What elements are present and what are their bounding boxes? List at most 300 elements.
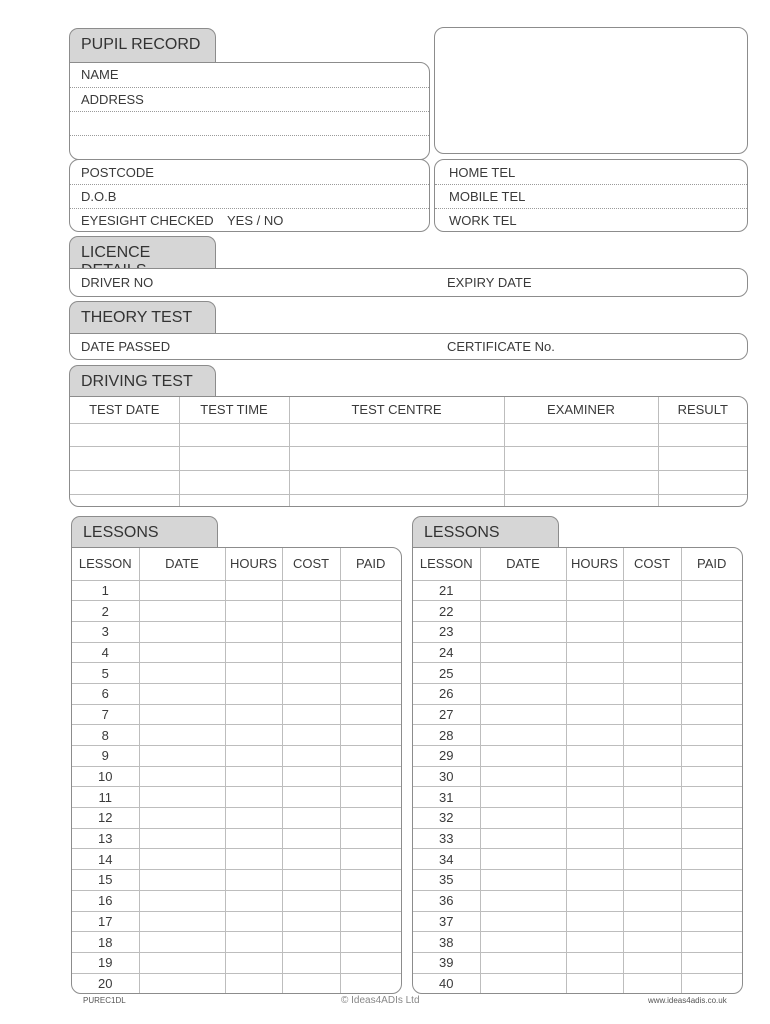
- table-row: [413, 683, 742, 704]
- table-row: [72, 704, 401, 725]
- lesson-cell: [282, 787, 340, 808]
- driving-test-header-row: [70, 397, 747, 423]
- table-row: [72, 580, 401, 601]
- col-lesson: LESSON: [72, 548, 139, 580]
- theory-title: THEORY TEST: [81, 309, 193, 326]
- lesson-number: 30: [413, 766, 480, 787]
- driver-no-label: DRIVER NO: [81, 275, 154, 290]
- footer-website: www.ideas4adis.co.uk: [648, 996, 727, 1005]
- lesson-number: 38: [413, 932, 480, 953]
- col-date: DATE: [480, 548, 566, 580]
- table-row: [72, 601, 401, 622]
- table-row: [72, 683, 401, 704]
- lesson-number: 10: [72, 766, 139, 787]
- lessons-left-rows: [72, 580, 401, 994]
- table-row: [72, 911, 401, 932]
- lesson-cell: [480, 601, 566, 622]
- col-lesson: LESSON: [413, 548, 480, 580]
- lesson-cell: [681, 952, 742, 973]
- mobile-tel-divider: [435, 208, 747, 209]
- lesson-number: 33: [413, 828, 480, 849]
- table-row: [72, 849, 401, 870]
- lessons-right-box: [412, 547, 743, 994]
- lesson-cell: [681, 601, 742, 622]
- lesson-cell: [681, 725, 742, 746]
- lesson-cell: [623, 849, 681, 870]
- table-row: [413, 704, 742, 725]
- lesson-cell: [139, 663, 225, 684]
- lesson-cell: [225, 621, 282, 642]
- postcode-label: POSTCODE: [81, 165, 154, 180]
- lesson-cell: [681, 932, 742, 953]
- lesson-cell: [566, 808, 623, 829]
- lesson-cell: [282, 932, 340, 953]
- lesson-cell: [282, 911, 340, 932]
- lesson-cell: [225, 952, 282, 973]
- lesson-cell: [340, 787, 401, 808]
- licence-box: [69, 268, 748, 297]
- lesson-number: 3: [72, 621, 139, 642]
- lesson-cell: [566, 828, 623, 849]
- lessons-left-header-row: [72, 548, 401, 580]
- lessons-right-table: [413, 548, 742, 994]
- lesson-cell: [139, 683, 225, 704]
- lesson-number: 11: [72, 787, 139, 808]
- lesson-number: 39: [413, 952, 480, 973]
- lesson-cell: [681, 580, 742, 601]
- table-row: [413, 787, 742, 808]
- lesson-cell: [225, 746, 282, 767]
- lesson-cell: [480, 642, 566, 663]
- table-row: [413, 580, 742, 601]
- lesson-cell: [139, 725, 225, 746]
- lesson-number: 37: [413, 911, 480, 932]
- address-label: ADDRESS: [81, 92, 144, 107]
- lesson-cell: [139, 621, 225, 642]
- lesson-cell: [566, 601, 623, 622]
- col-test-centre: TEST CENTRE: [289, 397, 504, 423]
- lesson-cell: [623, 911, 681, 932]
- col-date: DATE: [139, 548, 225, 580]
- lesson-cell: [282, 890, 340, 911]
- home-tel-divider: [435, 184, 747, 185]
- mobile-tel-label: MOBILE TEL: [449, 189, 526, 204]
- lesson-cell: [566, 849, 623, 870]
- photo-box: [434, 27, 748, 154]
- driving-test-tab: [69, 365, 216, 397]
- lesson-cell: [480, 808, 566, 829]
- lesson-cell: [681, 642, 742, 663]
- name-label: NAME: [81, 67, 119, 82]
- lesson-cell: [282, 683, 340, 704]
- table-row: [413, 642, 742, 663]
- expiry-date-label: EXPIRY DATE: [447, 275, 532, 290]
- table-row: [72, 973, 401, 994]
- certificate-label: CERTIFICATE No.: [447, 339, 555, 354]
- table-row: [413, 725, 742, 746]
- lesson-number: 8: [72, 725, 139, 746]
- lessons-right-rows: [413, 580, 742, 994]
- table-row: [413, 973, 742, 994]
- lesson-cell: [139, 828, 225, 849]
- lesson-cell: [340, 601, 401, 622]
- lesson-cell: [566, 704, 623, 725]
- lesson-cell: [480, 725, 566, 746]
- lesson-cell: [480, 704, 566, 725]
- lesson-cell: [225, 828, 282, 849]
- col-paid: PAID: [681, 548, 742, 580]
- lesson-cell: [340, 828, 401, 849]
- lesson-number: 21: [413, 580, 480, 601]
- table-row: [72, 952, 401, 973]
- lesson-cell: [623, 828, 681, 849]
- eyesight-label: EYESIGHT CHECKED: [81, 213, 214, 228]
- lesson-cell: [225, 849, 282, 870]
- lesson-number: 26: [413, 683, 480, 704]
- lesson-cell: [623, 952, 681, 973]
- lessons-right-title: LESSONS: [424, 524, 500, 541]
- col-hours: HOURS: [566, 548, 623, 580]
- name-divider: [70, 87, 429, 88]
- driving-test-table: [70, 397, 747, 506]
- theory-tab: [69, 301, 216, 334]
- lesson-cell: [340, 621, 401, 642]
- col-test-date: TEST DATE: [70, 397, 179, 423]
- table-row: [72, 808, 401, 829]
- table-row: [413, 932, 742, 953]
- lesson-number: 29: [413, 746, 480, 767]
- lessons-left-tab: [71, 516, 218, 548]
- lesson-cell: [139, 911, 225, 932]
- lesson-cell: [681, 621, 742, 642]
- lesson-cell: [340, 683, 401, 704]
- col-paid: PAID: [340, 548, 401, 580]
- lesson-number: 5: [72, 663, 139, 684]
- lesson-number: 34: [413, 849, 480, 870]
- lesson-cell: [566, 932, 623, 953]
- lesson-cell: [623, 683, 681, 704]
- table-row: [72, 828, 401, 849]
- lesson-number: 7: [72, 704, 139, 725]
- footer-code: PUREC1DL: [83, 996, 126, 1005]
- lesson-cell: [282, 746, 340, 767]
- lesson-cell: [282, 704, 340, 725]
- lessons-right-header-row: [413, 548, 742, 580]
- lesson-cell: [282, 973, 340, 994]
- postcode-divider: [70, 184, 429, 185]
- lesson-cell: [480, 663, 566, 684]
- lesson-cell: [139, 580, 225, 601]
- lesson-cell: [480, 849, 566, 870]
- lesson-number: 27: [413, 704, 480, 725]
- driving-test-table-box: [69, 396, 748, 507]
- lesson-cell: [480, 870, 566, 891]
- lesson-number: 25: [413, 663, 480, 684]
- lesson-cell: [566, 973, 623, 994]
- lesson-cell: [282, 663, 340, 684]
- table-row: [413, 911, 742, 932]
- table-row: [72, 642, 401, 663]
- col-cost: COST: [623, 548, 681, 580]
- lesson-cell: [681, 849, 742, 870]
- lesson-cell: [623, 787, 681, 808]
- lesson-cell: [681, 663, 742, 684]
- lesson-cell: [282, 766, 340, 787]
- lesson-number: 32: [413, 808, 480, 829]
- lesson-cell: [681, 787, 742, 808]
- lesson-cell: [566, 911, 623, 932]
- lesson-cell: [566, 952, 623, 973]
- col-cost: COST: [282, 548, 340, 580]
- lesson-cell: [340, 725, 401, 746]
- lesson-cell: [623, 932, 681, 953]
- lesson-cell: [340, 746, 401, 767]
- table-row: [72, 746, 401, 767]
- lesson-cell: [566, 621, 623, 642]
- lesson-cell: [225, 601, 282, 622]
- licence-tab: [69, 236, 216, 269]
- lesson-cell: [623, 973, 681, 994]
- col-examiner: EXAMINER: [504, 397, 658, 423]
- lessons-left-box: [71, 547, 402, 994]
- lesson-cell: [566, 870, 623, 891]
- lesson-cell: [681, 890, 742, 911]
- lesson-cell: [282, 808, 340, 829]
- theory-box: [69, 333, 748, 360]
- lesson-cell: [139, 870, 225, 891]
- table-row: [413, 849, 742, 870]
- lesson-cell: [681, 973, 742, 994]
- lesson-number: 16: [72, 890, 139, 911]
- lesson-cell: [282, 849, 340, 870]
- pupil-record-tab: [69, 28, 216, 63]
- lesson-number: 28: [413, 725, 480, 746]
- lesson-cell: [480, 766, 566, 787]
- lesson-cell: [623, 725, 681, 746]
- lesson-cell: [681, 683, 742, 704]
- address-line-2: [70, 135, 429, 136]
- table-row: [70, 447, 747, 471]
- lesson-cell: [139, 973, 225, 994]
- lesson-cell: [566, 746, 623, 767]
- dob-label: D.O.B: [81, 189, 117, 204]
- lesson-cell: [480, 746, 566, 767]
- lesson-cell: [623, 808, 681, 829]
- lesson-cell: [623, 766, 681, 787]
- lesson-cell: [623, 746, 681, 767]
- lesson-number: 9: [72, 746, 139, 767]
- table-row: [72, 870, 401, 891]
- lesson-cell: [282, 601, 340, 622]
- pupil-details-box: [69, 62, 430, 160]
- lesson-cell: [623, 580, 681, 601]
- table-row: [413, 601, 742, 622]
- col-hours: HOURS: [225, 548, 282, 580]
- lesson-cell: [623, 663, 681, 684]
- contact-left-box: [69, 159, 430, 232]
- lesson-cell: [340, 849, 401, 870]
- lesson-cell: [340, 766, 401, 787]
- lesson-cell: [480, 828, 566, 849]
- lessons-right-tab: [412, 516, 559, 548]
- lesson-number: 2: [72, 601, 139, 622]
- lesson-cell: [681, 808, 742, 829]
- table-row: [72, 932, 401, 953]
- lesson-cell: [139, 890, 225, 911]
- lesson-cell: [139, 766, 225, 787]
- lesson-cell: [225, 766, 282, 787]
- table-row: [413, 808, 742, 829]
- table-row: [72, 890, 401, 911]
- lesson-cell: [282, 725, 340, 746]
- lesson-cell: [480, 580, 566, 601]
- table-row: [72, 663, 401, 684]
- table-row: [413, 766, 742, 787]
- lesson-cell: [225, 704, 282, 725]
- lesson-cell: [566, 642, 623, 663]
- lesson-cell: [225, 911, 282, 932]
- address-divider: [70, 111, 429, 112]
- lesson-cell: [282, 642, 340, 663]
- lesson-cell: [225, 932, 282, 953]
- table-row: [413, 870, 742, 891]
- lesson-cell: [681, 870, 742, 891]
- lesson-cell: [340, 704, 401, 725]
- lesson-cell: [566, 683, 623, 704]
- lesson-cell: [340, 932, 401, 953]
- lesson-cell: [139, 601, 225, 622]
- table-row: [72, 787, 401, 808]
- lesson-cell: [139, 932, 225, 953]
- lesson-cell: [225, 973, 282, 994]
- licence-title: LICENCE: [81, 244, 151, 261]
- lesson-cell: [225, 787, 282, 808]
- lesson-cell: [282, 870, 340, 891]
- lesson-cell: [225, 808, 282, 829]
- lesson-cell: [282, 952, 340, 973]
- lesson-cell: [681, 828, 742, 849]
- lesson-number: 17: [72, 911, 139, 932]
- table-row: [72, 621, 401, 642]
- lesson-cell: [623, 704, 681, 725]
- table-row: [413, 663, 742, 684]
- lesson-cell: [623, 890, 681, 911]
- table-row: [413, 621, 742, 642]
- lesson-cell: [225, 663, 282, 684]
- lesson-cell: [340, 952, 401, 973]
- lesson-cell: [480, 973, 566, 994]
- lesson-cell: [623, 601, 681, 622]
- lesson-number: 1: [72, 580, 139, 601]
- table-row: [70, 494, 747, 506]
- lesson-cell: [340, 808, 401, 829]
- lesson-cell: [566, 787, 623, 808]
- pupil-record-title: PUPIL RECORD: [81, 36, 201, 53]
- lesson-number: 40: [413, 973, 480, 994]
- home-tel-label: HOME TEL: [449, 165, 516, 180]
- lesson-cell: [139, 808, 225, 829]
- lessons-left-table: [72, 548, 401, 994]
- lesson-cell: [480, 621, 566, 642]
- lesson-number: 23: [413, 621, 480, 642]
- footer-copyright: © Ideas4ADIs Ltd: [341, 995, 420, 1006]
- lesson-cell: [139, 746, 225, 767]
- lesson-cell: [225, 642, 282, 663]
- table-row: [413, 828, 742, 849]
- lesson-cell: [681, 746, 742, 767]
- table-row: [413, 746, 742, 767]
- lesson-cell: [480, 952, 566, 973]
- lesson-cell: [340, 580, 401, 601]
- lesson-cell: [480, 683, 566, 704]
- table-row: [413, 952, 742, 973]
- lesson-cell: [340, 870, 401, 891]
- lesson-number: 4: [72, 642, 139, 663]
- lesson-number: 19: [72, 952, 139, 973]
- lesson-cell: [480, 932, 566, 953]
- lesson-cell: [282, 580, 340, 601]
- lesson-cell: [340, 663, 401, 684]
- lesson-cell: [340, 890, 401, 911]
- lesson-cell: [225, 725, 282, 746]
- lesson-cell: [681, 911, 742, 932]
- lesson-cell: [566, 580, 623, 601]
- table-row: [72, 725, 401, 746]
- lesson-cell: [225, 870, 282, 891]
- lesson-cell: [225, 890, 282, 911]
- table-row: [70, 423, 747, 447]
- lesson-cell: [282, 621, 340, 642]
- work-tel-label: WORK TEL: [449, 213, 517, 228]
- lesson-cell: [340, 911, 401, 932]
- lesson-number: 13: [72, 828, 139, 849]
- lesson-cell: [681, 704, 742, 725]
- lesson-cell: [139, 642, 225, 663]
- lesson-cell: [623, 870, 681, 891]
- lessons-left-title: LESSONS: [83, 524, 159, 541]
- lesson-number: 36: [413, 890, 480, 911]
- lesson-cell: [139, 952, 225, 973]
- lesson-number: 12: [72, 808, 139, 829]
- lesson-number: 24: [413, 642, 480, 663]
- lesson-number: 18: [72, 932, 139, 953]
- lesson-cell: [566, 766, 623, 787]
- lesson-cell: [340, 973, 401, 994]
- lesson-cell: [623, 642, 681, 663]
- lesson-cell: [566, 663, 623, 684]
- lesson-cell: [139, 704, 225, 725]
- driving-test-title: DRIVING TEST: [81, 373, 193, 390]
- lesson-cell: [681, 766, 742, 787]
- lesson-cell: [139, 787, 225, 808]
- lesson-cell: [139, 849, 225, 870]
- lesson-cell: [480, 787, 566, 808]
- lesson-number: 31: [413, 787, 480, 808]
- contact-right-box: [434, 159, 748, 232]
- col-result: RESULT: [658, 397, 747, 423]
- lesson-number: 20: [72, 973, 139, 994]
- lesson-number: 6: [72, 683, 139, 704]
- lesson-cell: [480, 911, 566, 932]
- table-row: [413, 890, 742, 911]
- lesson-cell: [566, 725, 623, 746]
- lesson-cell: [225, 580, 282, 601]
- lesson-number: 22: [413, 601, 480, 622]
- lesson-number: 15: [72, 870, 139, 891]
- lesson-cell: [340, 642, 401, 663]
- table-row: [72, 766, 401, 787]
- lesson-cell: [480, 890, 566, 911]
